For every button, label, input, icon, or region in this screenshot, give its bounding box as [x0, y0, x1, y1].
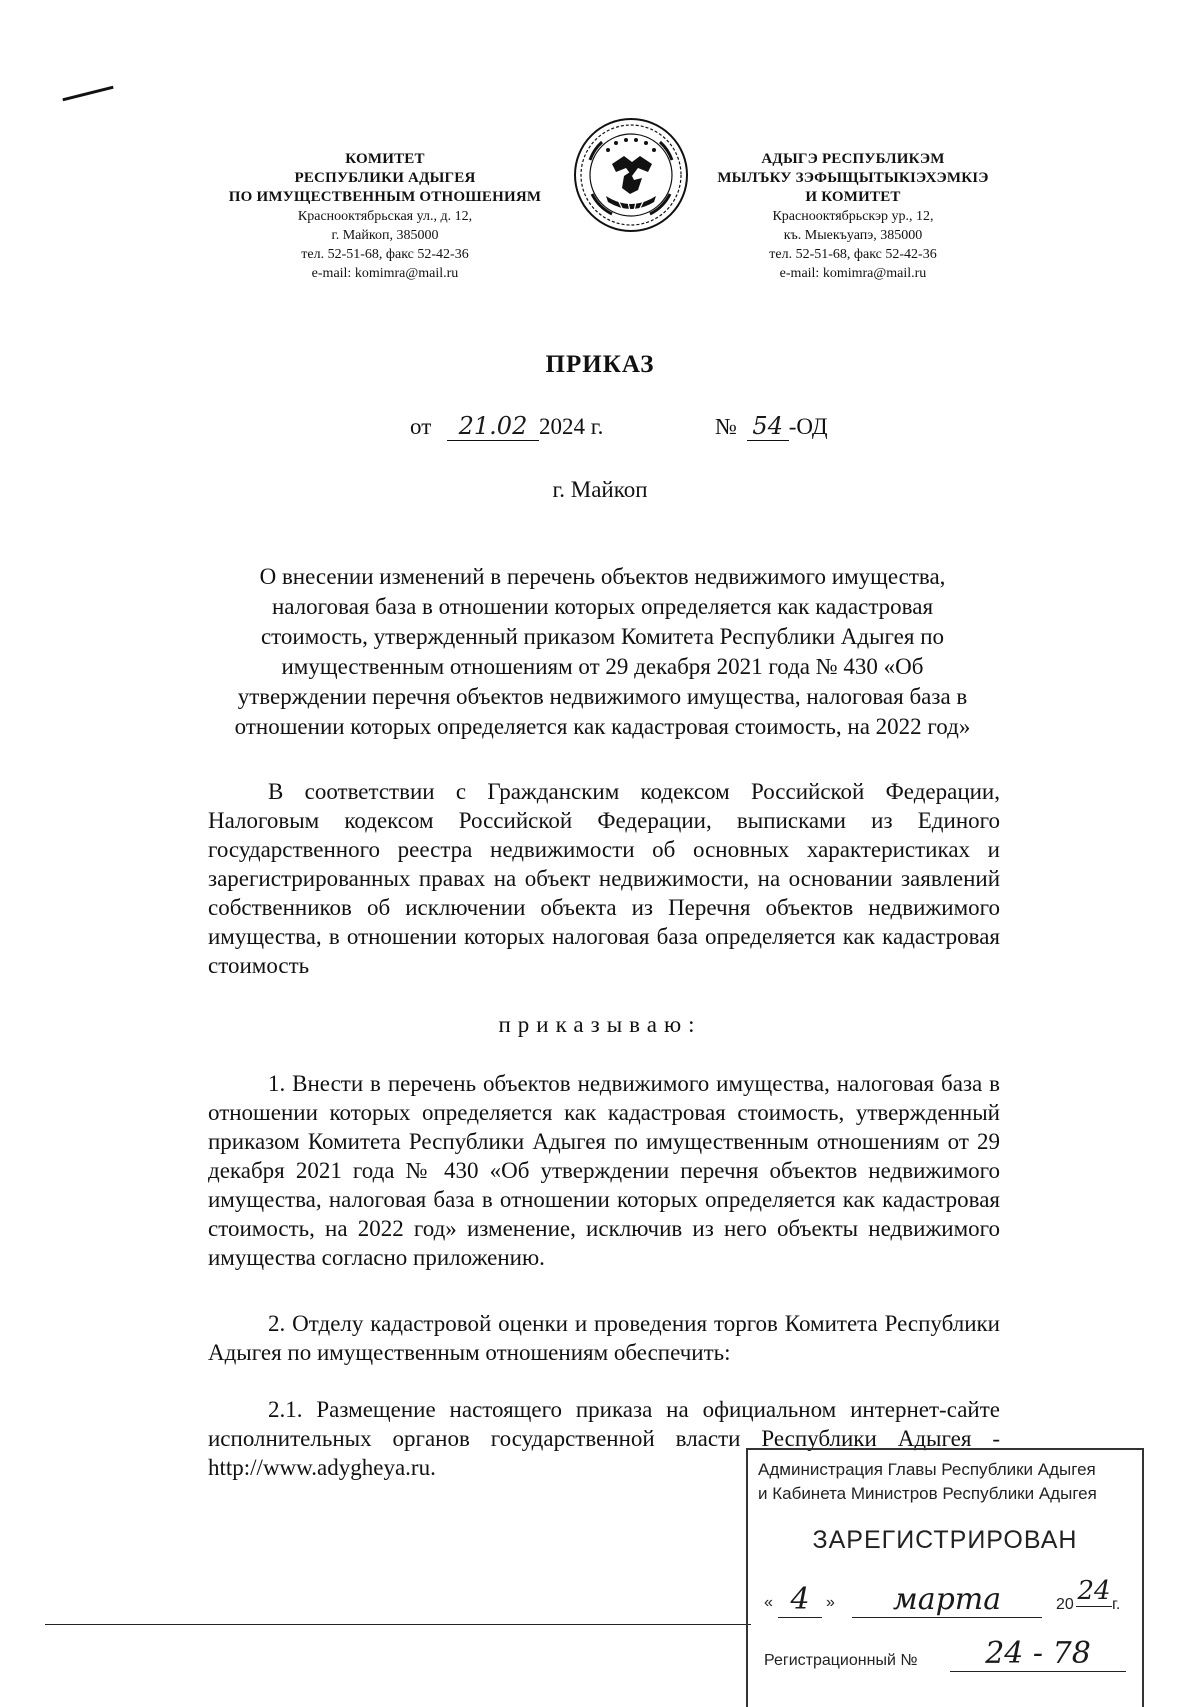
stamp-quote-open: « [764, 1594, 773, 1611]
header-ady-address-line: тел. 52-51-68, факс 52-42-36 [769, 247, 937, 262]
header-ru-title-line: ПО ИМУЩЕСТВЕННЫМ ОТНОШЕНИЯМ [228, 189, 542, 205]
number-suffix: -ОД [788, 414, 828, 439]
header-ady-address-line: e-mail: komimra@mail.ru [779, 266, 927, 281]
item-2-1-text: 2.1. Размещение настоящего приказа на официальном интернет-сайте исполнительных органов государственной власти Республики Адыгея - http://www.adygheya.ru. [208, 1397, 1000, 1480]
order-subject [205, 562, 1000, 742]
date-handwritten: 21.02 [447, 412, 539, 441]
stamp-month-handwritten: марта [852, 1582, 1042, 1618]
stamp-reg-number-handwritten: 24 - 78 [950, 1636, 1126, 1672]
subject-line: О внесении изменений в перечень объектов недвижимого имущества, [259, 564, 946, 589]
stamp-day-handwritten: 4 [778, 1582, 822, 1618]
header-ru-title-line: РЕСПУБЛИКИ АДЫГЕЯ [294, 170, 476, 186]
subject-line: налоговая база в отношении которых определяется как кадастровая [271, 594, 934, 619]
date-prefix: от [410, 414, 432, 439]
page-bottom-rule [45, 1624, 751, 1625]
item-1-paragraph [208, 1069, 1000, 1272]
subject-line: имущественным отношениям от 29 декабря 2021 года № 430 «Об [281, 654, 924, 679]
subject-line: утверждении перечня объектов недвижимого имущества, налоговая база в [237, 684, 968, 709]
subject-line: стоимость, утвержденный приказом Комитета Республики Адыгея по [260, 624, 945, 649]
header-ady-address-line: къ. Мыекъуапэ, 385000 [783, 228, 923, 243]
basis-paragraph [208, 777, 1000, 980]
item-1-text: 1. Внести в перечень объектов недвижимого имущества, налоговая база в отношении которых определяется как кадастровая стоимость, утвержденный приказом Комитета Республики Адыгея по имущественным отношениям от 29 декабря 2021 года № 430 «Об утверждении перечня объектов недвижимого имущества, налоговая база в отношении которых определяется как кадастровая стоимость, на 2022 год» изменение, исключив из него объекты недвижимого имущества согласно приложению. [208, 1071, 1000, 1270]
header-ady-title-line: И КОМИТЕТ [805, 189, 901, 205]
republic-emblem-icon [572, 116, 690, 234]
header-ru-address-line: тел. 52-51-68, факс 52-42-36 [301, 247, 469, 262]
subject-line: отношении которых определяется как кадастровая стоимость, на 2022 год» [234, 714, 971, 739]
stamp-registration-number [760, 1636, 1140, 1676]
header-ady-title-line: АДЫГЭ РЕСПУБЛИКЭМ [761, 151, 945, 167]
stamp-date [760, 1576, 1140, 1618]
order-title: ПРИКАЗ [545, 351, 655, 378]
stamp-org-line: и Кабинета Министров Республики Адыгея [758, 1484, 1097, 1503]
header-ru-address-line: e-mail: komimra@mail.ru [311, 266, 459, 281]
basis-text: В соответствии с Гражданским кодексом Российской Федерации, Налоговым кодексом Российской Федерации, выписками из Единого государственного реестра недвижимости об основных характеристиках и зарегистрированных правах на объект недвижимости, на основании заявлений собственников об исключении объекта из Перечня объектов недвижимого имущества, в отношении которых налоговая база определяется как кадастровая стоимость [208, 779, 1000, 978]
stamp-org-line: Администрация Главы Республики Адыгея [758, 1460, 1096, 1479]
item-2-paragraph [208, 1309, 1000, 1367]
header-ady-address-line: Краснооктябрьскэр ур., 12, [772, 209, 934, 224]
registration-stamp [746, 1448, 1144, 1707]
number-handwritten: 54 [747, 412, 789, 441]
header-ady-title-line: МЫЛЪКУ ЗЭФЫЩЫТЫКІЭХЭМКІЭ [717, 170, 989, 186]
order-city: г. Майкоп [552, 477, 648, 502]
stamp-quote-close: » [826, 1594, 835, 1611]
date-suffix: 2024 г. [539, 414, 604, 439]
header-russian [205, 150, 565, 283]
header-ru-title-line: КОМИТЕТ [345, 151, 425, 167]
header-ru-address-line: г. Майкоп, 385000 [331, 228, 439, 243]
stamp-year-suffix: г. [1112, 1596, 1121, 1613]
orders-word: приказываю: [498, 1012, 702, 1037]
item-2-text: 2. Отделу кадастровой оценки и проведения торгов Комитета Республики Адыгея по имущественным отношениям обеспечить: [208, 1311, 1000, 1365]
order-number [715, 412, 828, 441]
order-date [410, 412, 603, 441]
stamp-year-handwritten: 24 [1077, 1576, 1111, 1606]
stamp-organization [758, 1458, 1138, 1506]
header-ru-address-line: Краснооктябрьская ул., д. 12, [297, 209, 473, 224]
pen-stroke-mark [62, 86, 113, 101]
stamp-reg-label: Регистрационный № [764, 1652, 918, 1669]
number-prefix: № [715, 414, 737, 439]
stamp-year-prefix: 20 [1056, 1596, 1074, 1613]
stamp-registered-label: ЗАРЕГИСТРИРОВАН [812, 1526, 1078, 1554]
header-adyghe [688, 150, 1018, 283]
